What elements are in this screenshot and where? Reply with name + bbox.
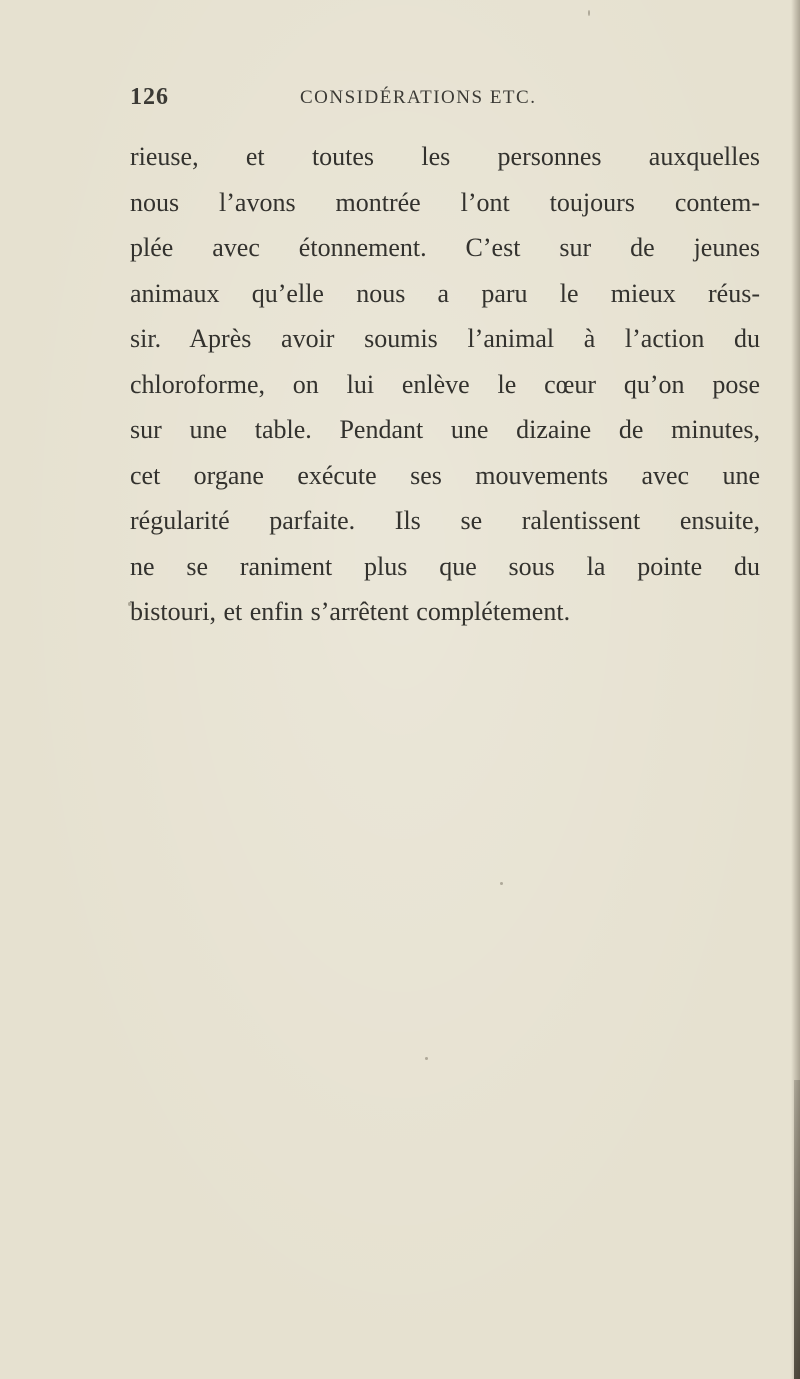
text-line: sir. Après avoir soumis l’animal à l’action du (130, 324, 760, 353)
text-line: régularité parfaite. Ils se ralentissent ensuite, (130, 506, 760, 535)
page-number: 126 (130, 84, 169, 110)
text-line: cet organe exécute ses mouvements avec une (130, 460, 760, 490)
running-head: CONSIDÉRATIONS ETC. (300, 87, 537, 108)
text-line: rieuse, et toutes les personnes auxquelles (130, 142, 760, 171)
text-line: sur une table. Pendant une dizaine de minutes, (130, 415, 760, 444)
page-edge-dark-band (794, 1080, 800, 1379)
paper-speck (500, 882, 503, 885)
body-paragraph (130, 134, 760, 635)
text-line: ne se raniment plus que sous la pointe du (130, 551, 760, 581)
paper-speck (425, 1057, 428, 1060)
page-header (130, 84, 770, 114)
text-line: plée avec étonnement. C’est sur de jeunes (130, 233, 760, 262)
text-line: animaux qu’elle nous a paru le mieux réus- (130, 278, 760, 308)
paper-speck (588, 10, 590, 16)
text-line: nous l’avons montrée l’ont toujours contem- (130, 187, 760, 217)
text-line: chloroforme, on lui enlève le cœur qu’on pose (130, 369, 760, 399)
text-line: bistouri, et enfin s’arrêtent complétement. (130, 597, 571, 626)
